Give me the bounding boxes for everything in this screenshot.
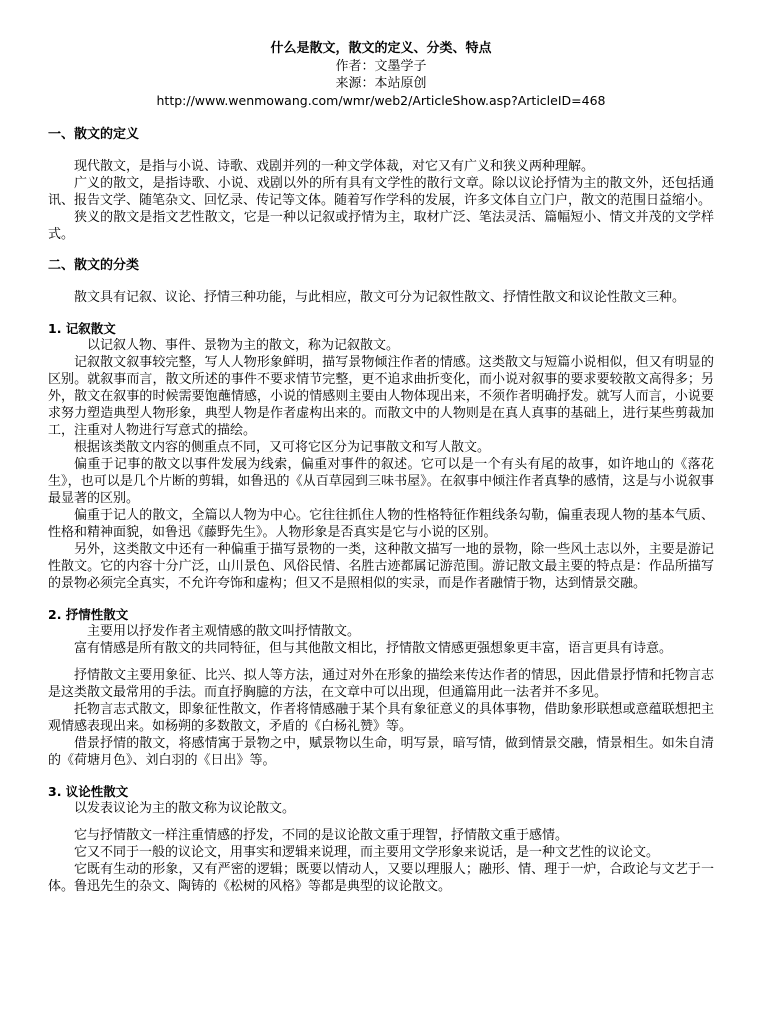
paragraph: 记叙散文叙事较完整，写人人物形象鲜明，描写景物倾注作者的情感。这类散文与短篇小说相似，但又有明显的区别。就叙事而言，散文所述的事件不要求情节完整，更不追求曲折变化，而小说对叙事的要求要较散文高得多；另外，散文在叙事的时候需要饱蘸情感，小说的情感则主要由人物体现出来，不须作者明确抒发。就写人而言，小说要求努力塑造典型人物形象，典型人物是作者虚构出来的。而散文中的人物则是在真人真事的基础上，进行某些剪裁加工，注重对人物进行写意式的描绘。 [48, 355, 714, 438]
paragraph: 它又不同于一般的议论文，用事实和逻辑来说理，而主要用文学形象来说话，是一种文艺性的议论文。 [74, 845, 660, 860]
paragraph: 富有情感是所有散文的共同特征，但与其他散文相比，抒情散文情感更强想象更丰富，语言更具有诗意。 [74, 641, 673, 656]
paragraph: 现代散文，是指与小说、诗歌、戏剧并列的一种文学体裁，对它又有广义和狭义两种理解。 [74, 159, 595, 174]
paragraph: 偏重于记人的散文，全篇以人物为中心。它往往抓住人物的性格特征作粗线条勾勒，偏重表现人物的基本气质、性格和精神面貌，如鲁迅《藤野先生》。人物形象是否真实是它与小说的区别。 [48, 508, 714, 540]
document-header [48, 40, 714, 109]
section-heading-classification: 二、散文的分类 [48, 258, 140, 273]
subsection-heading-narrative: 1. 记叙散文 [48, 321, 116, 336]
paragraph: 散文具有记叙、议论、抒情三种功能，与此相应，散文可分为记叙性散文、抒情性散文和议论性散文三种。 [74, 290, 686, 305]
paragraph: 托物言志式散文，即象征性散文，作者将情感融于某个具有象征意义的具体事物，借助象形联想或意蕴联想把主观情感表现出来。如杨朔的多数散文，矛盾的《白杨礼赞》等。 [48, 702, 714, 734]
paragraph: 广义的散文，是指诗歌、小说、戏剧以外的所有具有文学性的散行文章。除以议论抒情为主的散文外，还包括通讯、报告文学、随笔杂文、回忆录、传记等文体。随着写作学科的发展，许多文体自立门户，散文的范围日益缩小。 [48, 176, 714, 208]
author-line: 作者：文墨学子 [335, 59, 427, 74]
paragraph: 另外，这类散文中还有一种偏重于描写景物的一类，这种散文描写一地的景物，除一些风土志以外，主要是游记性散文。它的内容十分广泛，山川景色、风俗民情、名胜古迹都属记游范围。游记散文最主要的特点是：作品所描写的景物必须完全真实，不允许夸饰和虚构；但又不是照相似的实录，而是作者融情于物，达到情景交融。 [48, 542, 714, 591]
subsection-heading-argumentative: 3. 议论性散文 [48, 784, 129, 799]
source-url: http://www.wenmowang.com/wmr/web2/ArticleShow.asp?ArticleID=468 [156, 93, 606, 108]
source-line: 来源：本站原创 [335, 76, 427, 91]
paragraph: 根据该类散文内容的侧重点不同，又可将它区分为记事散文和写人散文。 [74, 440, 491, 455]
paragraph: 以记叙人物、事件、景物为主的散文，称为记叙散文。 [87, 338, 400, 353]
paragraph: 以发表议论为主的散文称为议论散文。 [74, 801, 296, 816]
paragraph: 它与抒情散文一样注重情感的抒发，不同的是议论散文重于理智，抒情散文重于感情。 [74, 828, 569, 843]
document-title: 什么是散文，散文的定义、分类、特点 [270, 41, 492, 56]
paragraph: 它既有生动的形象，又有严密的逻辑；既要以情动人，又要以理服人；融形、情、理于一炉，合政论与文艺于一体。鲁迅先生的杂文、陶铸的《松树的风格》等都是典型的议论散文。 [48, 862, 714, 894]
paragraph: 狭义的散文是指文艺性散文，它是一种以记叙或抒情为主，取材广泛、笔法灵活、篇幅短小、情文并茂的文学样式。 [48, 210, 714, 242]
subsection-heading-lyrical: 2. 抒情性散文 [48, 607, 129, 622]
paragraph: 抒情散文主要用象征、比兴、拟人等方法，通过对外在形象的描绘来传达作者的情思，因此借景抒情和托物言志是这类散文最常用的手法。而直抒胸臆的方法，在文章中可以出现，但通篇用此一法者并不多见。 [48, 668, 714, 700]
document-page [48, 38, 714, 895]
paragraph: 主要用以抒发作者主观情感的散文叫抒情散文。 [87, 624, 361, 639]
section-heading-definition: 一、散文的定义 [48, 127, 140, 142]
paragraph: 偏重于记事的散文以事件发展为线索，偏重对事件的叙述。它可以是一个有头有尾的故事，如许地山的《落花生》，也可以是几个片断的剪辑，如鲁迅的《从百草园到三味书屋》。在叙事中倾注作者真挚的感情，这是与小说叙事最显著的区别。 [48, 457, 714, 506]
paragraph: 借景抒情的散文，将感情寓于景物之中，赋景物以生命，明写景，暗写情，做到情景交融，情景相生。如朱自清的《荷塘月色》、刘白羽的《日出》等。 [48, 736, 714, 768]
